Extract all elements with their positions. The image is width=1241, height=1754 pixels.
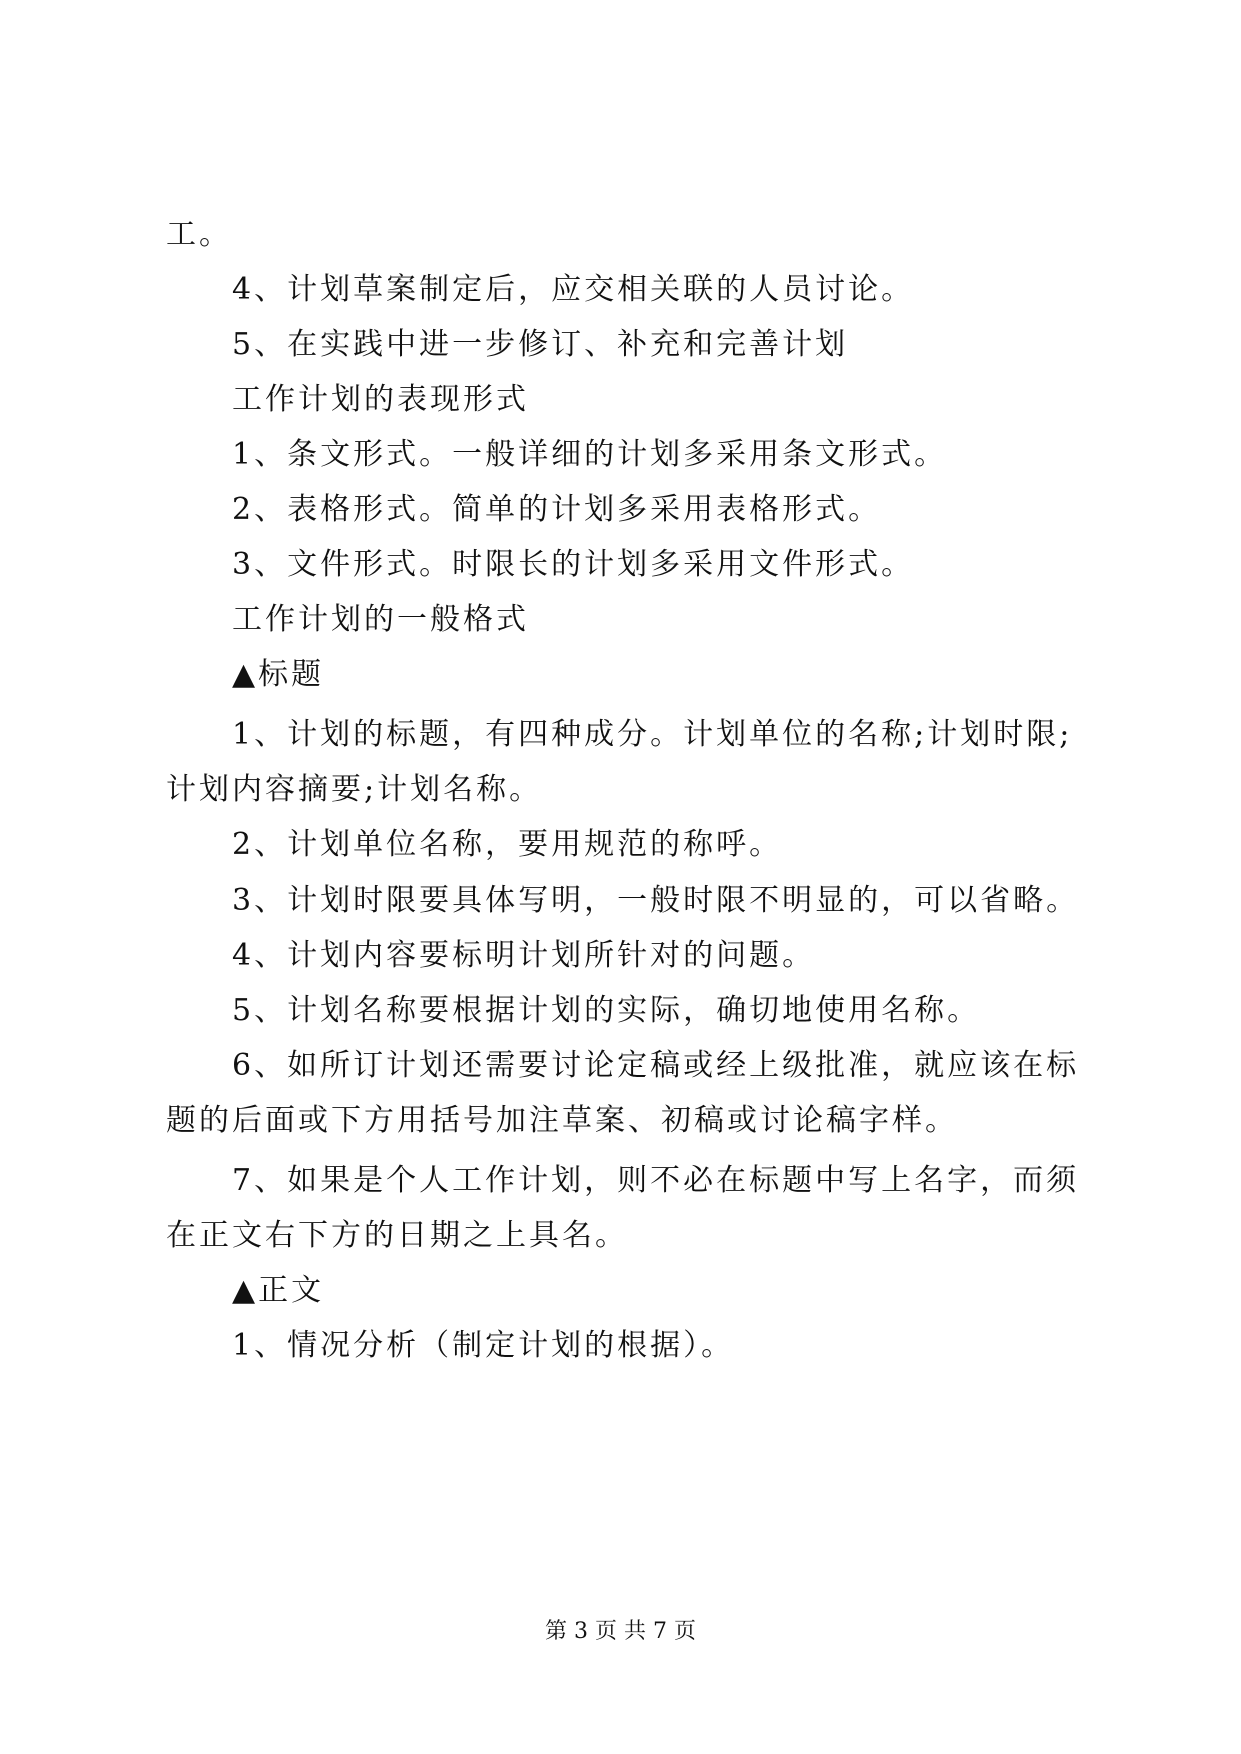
text-line: 题的后面或下方用括号加注草案、初稿或讨论稿字样。 bbox=[166, 1103, 958, 1138]
text-line: 3、文件形式。时限长的计划多采用文件形式。 bbox=[232, 547, 915, 582]
text-line: 5、在实践中进一步修订、补充和完善计划 bbox=[232, 327, 849, 362]
text-line: 工。 bbox=[166, 217, 232, 252]
text-line: 3、计划时限要具体写明，一般时限不明显的，可以省略。 bbox=[232, 883, 1080, 918]
text-line: 1、计划的标题，有四种成分。计划单位的名称;计划时限; bbox=[232, 717, 1073, 752]
page-number-footer: 第 3 页 共 7 页 bbox=[545, 1619, 696, 1644]
text-line: 计划内容摘要;计划名称。 bbox=[166, 772, 543, 807]
subsection-heading: ▲标题 bbox=[232, 657, 325, 692]
text-line: 5、计划名称要根据计划的实际，确切地使用名称。 bbox=[232, 993, 981, 1028]
text-line: 在正文右下方的日期之上具名。 bbox=[166, 1218, 628, 1253]
subsection-heading: ▲正文 bbox=[232, 1273, 325, 1308]
text-line: 2、表格形式。简单的计划多采用表格形式。 bbox=[232, 492, 882, 527]
text-line: 6、如所订计划还需要讨论定稿或经上级批准，就应该在标 bbox=[232, 1048, 1080, 1083]
text-line: 4、计划内容要标明计划所针对的问题。 bbox=[232, 938, 816, 973]
text-line: 4、计划草案制定后，应交相关联的人员讨论。 bbox=[232, 272, 915, 307]
text-line: 1、条文形式。一般详细的计划多采用条文形式。 bbox=[232, 437, 948, 472]
text-line: 2、计划单位名称，要用规范的称呼。 bbox=[232, 827, 783, 862]
section-heading: 工作计划的表现形式 bbox=[232, 382, 529, 417]
text-line: 1、情况分析（制定计划的根据）。 bbox=[232, 1328, 735, 1363]
text-line: 7、如果是个人工作计划，则不必在标题中写上名字，而须 bbox=[232, 1163, 1080, 1198]
section-heading: 工作计划的一般格式 bbox=[232, 602, 529, 637]
